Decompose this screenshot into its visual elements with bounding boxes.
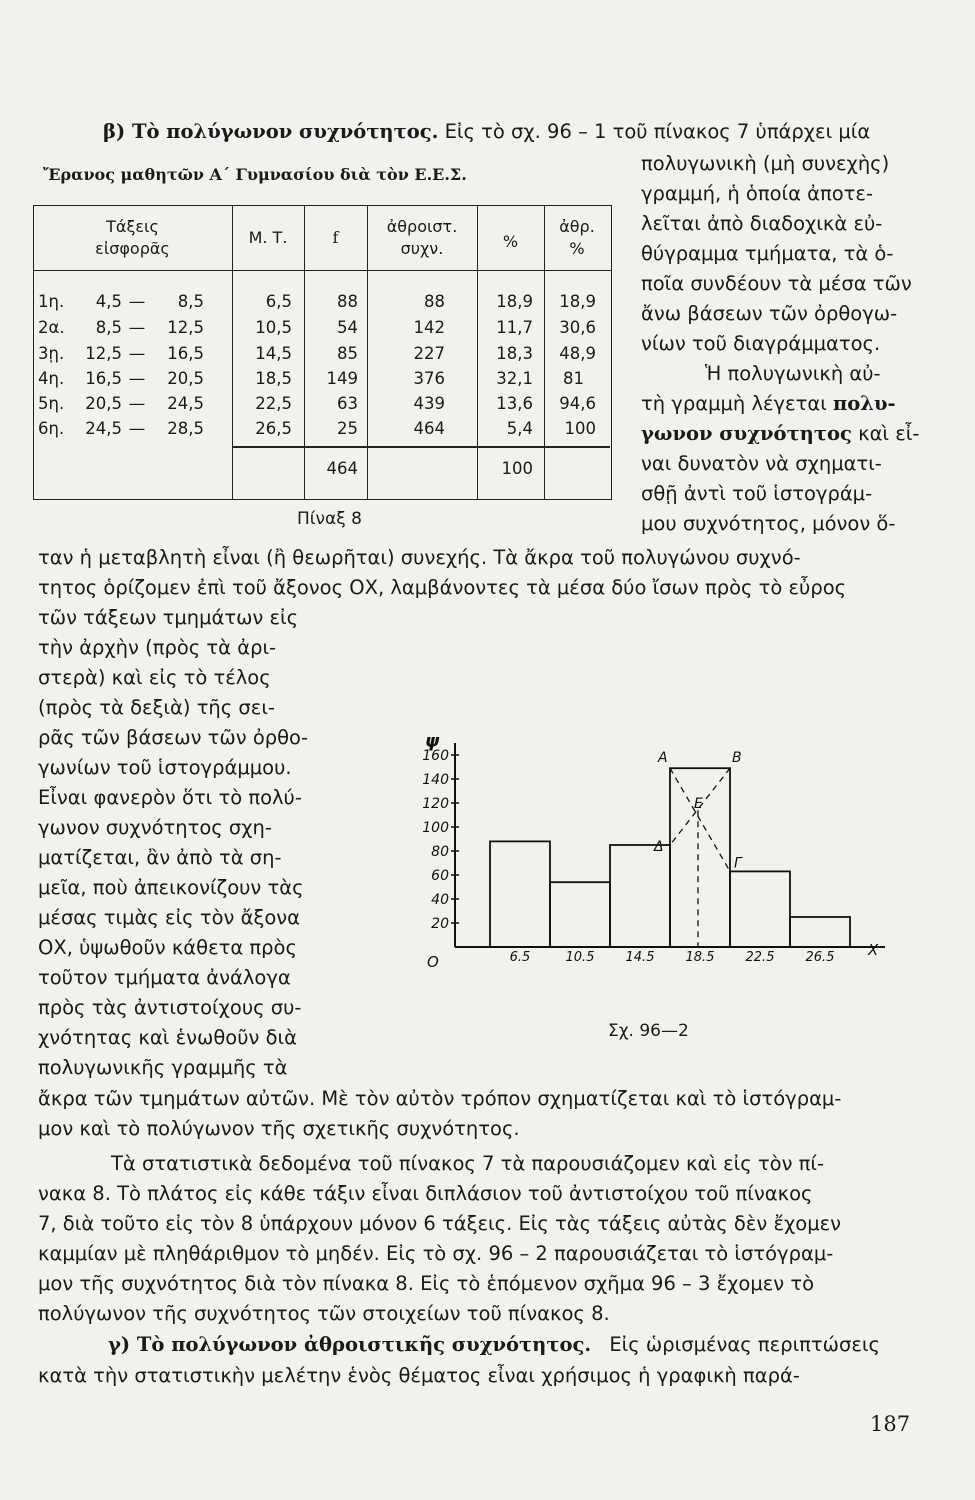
origin-label: Ο [427,953,439,970]
right-line: μου συχνότητος, μόνον ὅ- [641,512,896,535]
section-b-first-line [103,117,870,147]
header-cumulative-percent [544,216,610,260]
cell-dash: — [128,369,146,388]
cell-low: 16,5 [85,369,122,388]
section-b-line1-rest: Εἰς τὸ σχ. 96 – 1 τοῦ πίνακος 7 ὑπάρχει μία [444,120,871,143]
header-classes [33,216,232,260]
cell-high: 8,5 [177,292,204,311]
full-line: ταν ἡ μεταβλητὴ εἶναι (ἢ θεωρῆται) συνεχής. Τὰ ἄκρα τοῦ πολυγώνου συχνό- [38,546,801,569]
right-line: ποῖα συνδέουν τὰ μέσα τῶν [641,272,912,295]
point-label: Α [658,750,668,767]
cell-mt: 18,5 [255,369,292,388]
cell-order: 1η. [38,292,65,311]
left-line: μεῖα, ποὺ ἀπεικονίζουν τὰς [38,876,304,899]
cell-dash: — [128,318,146,337]
y-tick-label: 60 [431,868,449,884]
x-tick-label: 6.5 [509,950,531,965]
x-tick-label: 22.5 [745,950,775,965]
y-tick-label: 120 [422,796,449,812]
full-line: ἄκρα τῶν τμημάτων αὐτῶν. Μὲ τὸν αὐτὸν τρόπον σχηματίζεται καὶ τὸ ἱστόγραμ- [38,1087,842,1110]
cell-f: 63 [337,394,358,413]
section-c-first-line [108,1330,880,1360]
cell-order: 2α. [38,318,65,337]
y-tick-label: 80 [431,844,449,860]
cell-cumpct: 81 [563,369,584,388]
right-line-text: καὶ εἶ- [858,422,920,445]
table-caption: Πίναξ 8 [297,509,362,529]
cell-mt: 22,5 [255,394,292,413]
table-title: Ἔρανος μαθητῶν Α΄ Γυμνασίου διὰ τὸν Ε.Ε.Σ. [43,165,467,184]
cell-high: 24,5 [167,394,204,413]
header-text: % [569,239,585,258]
table-rule [232,446,610,448]
full-line: κατὰ τὴν στατιστικὴν μελέτην ἑνὸς θέματος εἶναι χρήσιμος ἡ γραφικὴ παρά- [38,1364,800,1387]
para-line: νακα 8. Τὸ πλάτος εἰς κάθε τάξιν εἶναι διπλάσιον τοῦ ἀντιστοίχου τοῦ πίνακος [38,1182,813,1205]
header-f: f [332,228,339,247]
cell-high: 28,5 [167,419,204,438]
paragraph-2 [38,1149,938,1329]
cell-dash: — [128,292,146,311]
term-bold: πολυ- [833,392,896,415]
right-line: ναι δυνατὸν νὰ σχηματι- [641,452,882,475]
y-tick-label: 160 [422,748,449,764]
histogram-bar [490,841,550,947]
point-label: Γ [734,855,742,872]
header-mt: Μ. Τ. [248,228,288,247]
cell-cumpct: 30,6 [559,318,596,337]
cell-low: 4,5 [95,292,122,311]
cell-f: 149 [326,369,358,388]
x-tick-label: 26.5 [805,950,835,965]
chart-layer [422,731,885,970]
left-line: ρᾶς τῶν βάσεων τῶν ὀρθο- [38,726,309,749]
cell-mt: 14,5 [255,344,292,363]
full-line: τητος ὁρίζομεν ἐπὶ τοῦ ἄξονος ΟΧ, λαμβάνοντες τὰ μέσα δύο ἴσων πρὸς τὸ εὖρος [38,576,847,599]
total-pct: 100 [501,459,533,478]
term-bold: γωνον συχνότητος [641,422,852,445]
construction-line [670,768,730,871]
table-rule [33,270,612,271]
y-axis-label: ψ [425,731,440,752]
left-line: στερὰ) καὶ εἰς τὸ τέλος [38,666,271,689]
right-column-text [641,149,941,539]
cell-cum: 464 [413,419,445,438]
cell-pct: 11,7 [496,318,533,337]
figure-caption: Σχ. 96—2 [608,1021,689,1041]
right-line: λεῖται ἀπὸ διαδοχικὰ εὐ- [641,212,883,235]
cell-order: 3ῃ. [38,344,65,363]
left-column-text [38,603,308,1083]
cell-low: 20,5 [85,394,122,413]
x-tick-label: 14.5 [625,950,655,965]
cell-order: 4η. [38,369,65,388]
full-line: μον καὶ τὸ πολύγωνον τῆς σχετικῆς συχνότητος. [38,1117,520,1140]
right-line [641,389,941,419]
histogram-bar [730,871,790,947]
x-axis-label: Χ [868,941,879,959]
cell-f: 54 [337,318,358,337]
cell-low: 12,5 [85,344,122,363]
left-line: χνότητας καὶ ἑνωθοῦν διὰ [38,1026,297,1049]
x-tick-label: 10.5 [565,950,595,965]
cell-mt: 6,5 [265,292,292,311]
histogram-bar [790,917,850,947]
cell-cumpct: 94,6 [559,394,596,413]
right-line: θύγραμμα τμήματα, τὰ ὁ- [641,242,894,265]
cell-pct: 5,4 [506,419,533,438]
right-line [641,419,941,449]
page-number: 187 [870,1412,911,1436]
header-text: εἰσφορᾶς [95,239,170,258]
left-line: ματίζεται, ἂν ἀπὸ τὰ ση- [38,846,282,869]
header-text: ἀθροιστ. [386,217,458,236]
section-b-heading: β) Τὸ πολύγωνον συχνότητος. [103,120,439,143]
cell-pct: 32,1 [496,369,533,388]
left-line: γωνίων τοῦ ἱστογράμμου. [38,756,292,779]
y-tick-label: 140 [422,772,449,788]
header-text: ἀθρ. [559,217,595,236]
cell-high: 16,5 [167,344,204,363]
para-line: μον τῆς συχνότητος διὰ τὸν πίνακα 8. Εἰς τὸ ἑπόμενον σχῆμα 96 – 3 ἔχομεν τὸ [38,1272,815,1295]
cell-order: 6η. [38,419,65,438]
cell-dash: — [128,344,146,363]
cell-high: 12,5 [167,318,204,337]
right-line: γραμμή, ἡ ὁποία ἀποτε- [641,182,873,205]
right-line-text: τὴ γραμμὴ λέγεται [641,392,827,415]
cell-f: 85 [337,344,358,363]
cell-cum: 142 [413,318,445,337]
cell-cum: 88 [424,292,445,311]
para-line: καμμίαν μὲ πληθάριθμον τὸ μηδέν. Εἰς τὸ σχ. 96 – 2 παρουσιάζεται τὸ ἱστόγραμ- [38,1242,834,1265]
y-tick-label: 40 [431,892,449,908]
y-tick-label: 20 [431,916,449,932]
right-line: πολυγωνικὴ (μὴ συνεχὴς) [641,152,890,175]
para-line: 7, διὰ τοῦτο εἰς τὸν 8 ὑπάρχουν μόνον 6 τάξεις. Εἰς τὰς τάξεις αὐτὰς δὲν ἔχομεν [38,1212,842,1235]
total-f: 464 [326,459,358,478]
left-line: Εἶναι φανερὸν ὅτι τὸ πολύ- [38,786,302,809]
cell-order: 5η. [38,394,65,413]
point-label: Ε [694,796,703,813]
cell-cum: 439 [413,394,445,413]
cell-high: 20,5 [167,369,204,388]
cell-mt: 26,5 [255,419,292,438]
left-line: τῶν τάξεων τμημάτων εἰς [38,606,299,629]
left-line: γωνον συχνότητος σχη- [38,816,272,839]
left-line: πολυγωνικῆς γραμμῆς τὰ [38,1056,288,1079]
cell-cumpct: 48,9 [559,344,596,363]
left-line: τοῦτον τμήματα ἀνάλογα [38,966,291,989]
left-line: ΟΧ, ὑψωθοῦν κάθετα πρὸς [38,936,297,959]
y-tick-label: 100 [422,820,449,836]
cell-f: 88 [337,292,358,311]
cell-cumpct: 100 [564,419,596,438]
left-line: (πρὸς τὰ δεξιὰ) τῆς σει- [38,696,275,719]
header-cumulative [367,216,477,260]
histogram-bar [550,882,610,947]
para-line: Τὰ στατιστικὰ δεδομένα τοῦ πίνακος 7 τὰ παρουσιάζομεν καὶ εἰς τὸν πί- [111,1152,825,1175]
header-percent: % [502,232,519,251]
cell-cumpct: 18,9 [559,292,596,311]
cell-mt: 10,5 [255,318,292,337]
cell-cum: 376 [413,369,445,388]
cell-f: 25 [337,419,358,438]
right-line: ἄνω βάσεων τῶν ὀρθογω- [641,302,898,325]
point-label: Δ [654,839,664,855]
section-c-line1-rest: Εἰς ὡρισμένας περιπτώσεις [609,1333,880,1356]
right-line: νίων τοῦ διαγράμματος. [641,332,881,355]
cell-pct: 13,6 [496,394,533,413]
cell-pct: 18,3 [496,344,533,363]
histogram-bar [670,768,730,947]
cell-pct: 18,9 [496,292,533,311]
section-c-heading: γ) Τὸ πολύγωνον ἀθροιστικῆς συχνότητος. [108,1333,592,1356]
cell-cum: 227 [413,344,445,363]
header-text: συχν. [400,239,444,258]
left-line: πρὸς τὰς ἀντιστοίχους συ- [38,996,302,1019]
histogram-chart [405,660,895,970]
cell-dash: — [128,394,146,413]
cell-low: 8,5 [95,318,122,337]
cell-low: 24,5 [85,419,122,438]
point-label: Β [732,750,742,767]
header-text: Τάξεις [106,217,159,236]
x-tick-label: 18.5 [685,950,715,965]
right-line: σθῇ ἀντὶ τοῦ ἱστογράμ- [641,482,873,505]
left-line: μέσας τιμὰς εἰς τὸν ἄξονα [38,906,300,929]
right-line: Ἡ πολυγωνικὴ αὐ- [705,362,881,385]
histogram-bar [610,845,670,947]
cell-dash: — [128,419,146,438]
left-line: τὴν ἀρχὴν (πρὸς τὰ ἀρι- [38,636,277,659]
para-line: πολύγωνον τῆς συχνότητος τῶν στοιχείων τοῦ πίνακος 8. [38,1302,610,1325]
